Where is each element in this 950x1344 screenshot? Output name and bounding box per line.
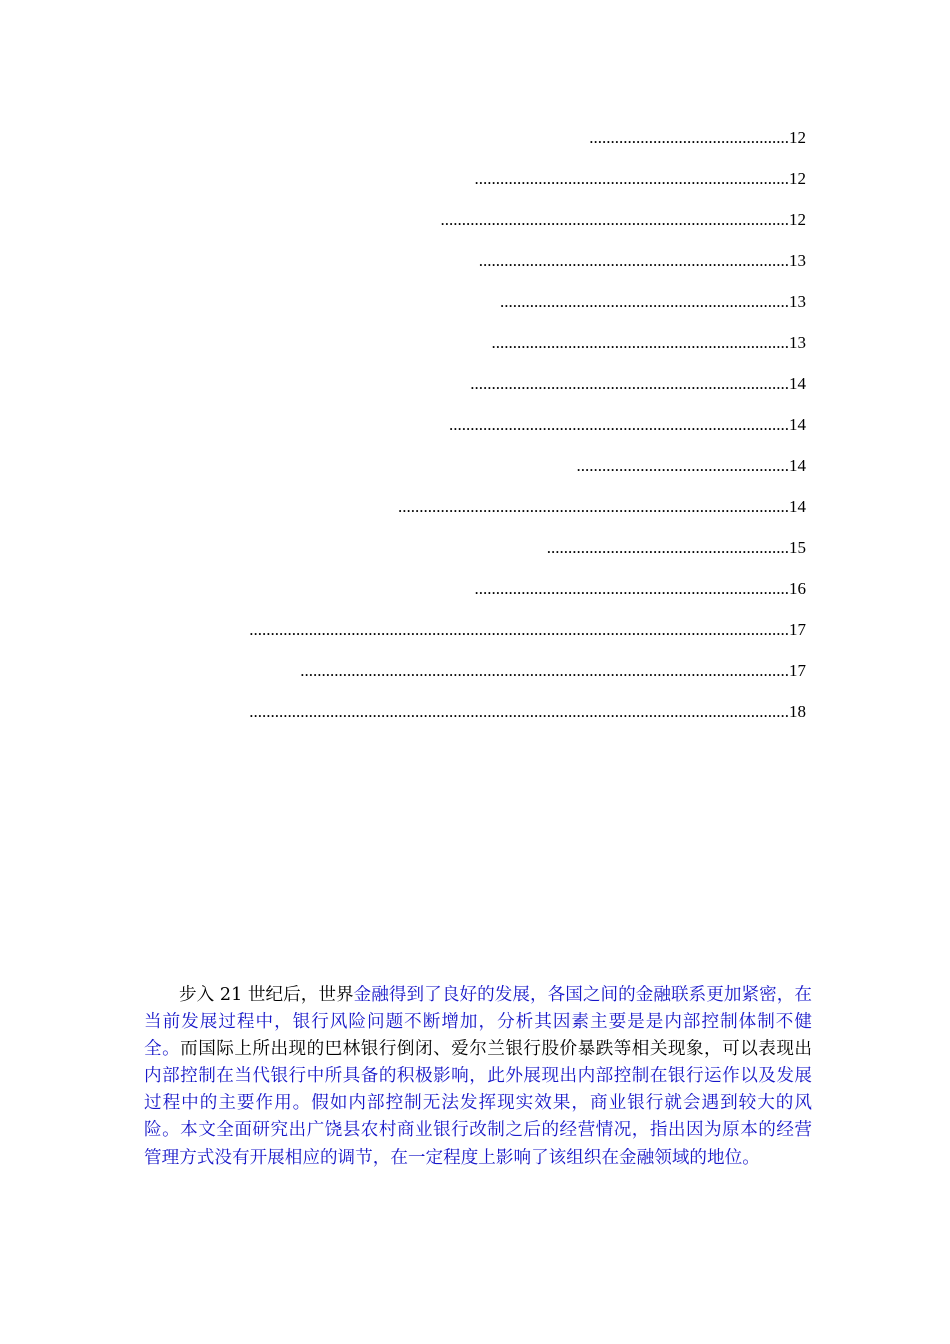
toc-page-number: 14: [789, 497, 806, 516]
toc-leader-dots: ............................................................................................: [398, 497, 789, 516]
toc-leader-dots: ..........................................................................: [474, 169, 789, 188]
toc-leader-dots: ......................................................................: [491, 333, 789, 352]
toc-leader-dots: ..........................................................................: [474, 579, 789, 598]
toc-leader-dots: .........................................................................: [478, 251, 789, 270]
abstract-text-highlighted: 金融得到了良好的发展，各国之间的金融联系更加紧密，在当前发展过程中，银行风险问题不断增加，分析其因素主要是是内部控制体制不健全。: [144, 985, 812, 1060]
toc-leader-dots: ...............................................: [589, 128, 789, 147]
toc-page-number: 14: [789, 415, 806, 434]
toc-leader-dots: ..................................................................................: [440, 210, 789, 229]
toc-leader-dots: ...............................................................................................................................: [249, 620, 789, 639]
toc-page-number: 17: [789, 620, 806, 639]
toc-page-number: 13: [789, 333, 806, 352]
toc-page-number: 14: [789, 374, 806, 393]
toc-entry: [503, 536, 806, 560]
toc-page-number: 16: [789, 579, 806, 598]
abstract-text: 而国际上所出现的巴林银行倒闭、爱尔兰银行股价暴跌等相关现象，可以表现出: [180, 1039, 812, 1060]
toc-leader-dots: ....................................................................: [500, 292, 789, 311]
toc-page-number: 12: [789, 128, 806, 147]
abstract-text-highlighted: 内部控制在当代银行中所具备的积极影响，此外展现出内部控制在银行运作以及发展过程中的主要作用。假如内部控制无法发挥现实效果，商业银行就会遇到较大的风险。本文全面研究出广饶县农村商业银行改制之后的经营情况，指出因为原本的经营管理方式没有开展相应的调节，在一定程度上影响了该组织在金融领域的地位。: [144, 1066, 812, 1168]
abstract-paragraph: [144, 982, 812, 1172]
toc-page-number: 12: [789, 210, 806, 229]
toc-entry: [359, 495, 806, 519]
toc-entry: [388, 208, 806, 232]
toc-page-number: 18: [789, 702, 806, 721]
toc-page-number: 13: [789, 251, 806, 270]
toc-leader-dots: .........................................................: [546, 538, 789, 557]
toc-entry: [426, 167, 806, 191]
toc-leader-dots: ................................................................................: [449, 415, 789, 434]
toc-entry: [455, 331, 806, 355]
toc-entry: [445, 249, 806, 273]
toc-entry: [517, 454, 806, 478]
toc-entry: [565, 126, 806, 150]
toc-entry: [220, 659, 806, 683]
toc-leader-dots: ...........................................................................: [470, 374, 789, 393]
toc-entry: [182, 618, 806, 642]
toc-leader-dots: ...................................................................................................................: [300, 661, 789, 680]
toc-entry: [460, 290, 806, 314]
toc-page-number: 15: [789, 538, 806, 557]
toc-page-number: 17: [789, 661, 806, 680]
toc-page-number: 12: [789, 169, 806, 188]
toc-entry: [182, 700, 806, 724]
abstract-text: 步入 21 世纪后，世界: [179, 985, 354, 1005]
toc-page-number: 14: [789, 456, 806, 475]
toc-entry: [407, 413, 806, 437]
toc-entry: [426, 372, 806, 396]
toc-leader-dots: ..................................................: [576, 456, 789, 475]
toc-leader-dots: ...............................................................................................................................: [249, 702, 789, 721]
toc-page-number: 13: [789, 292, 806, 311]
toc-entry: [426, 577, 806, 601]
